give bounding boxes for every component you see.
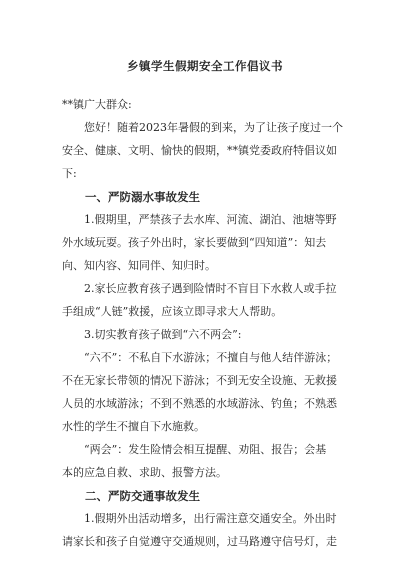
body-line: 人员的水域游泳；不到不熟悉的水域游泳、钓鱼；不熟悉 [62,397,337,410]
body-line: 您好！随着2023年暑假的到来，为了让孩子度过一个 [62,121,343,134]
salutation: **镇广大群众: [62,98,132,111]
body-line: 2.家长应教育孩子遇到险情时不盲目下水救人或手拉 [62,282,337,295]
body-line: 请家长和孩子自觉遵守交通规则，过马路遵守信号灯，走 [62,535,337,548]
document-title: 乡镇学生假期安全工作倡议书 [127,59,283,73]
body-line: “六不”：不私自下水游泳；不擅自与他人结伴游泳； [62,351,338,364]
body-line: 3.切实教育孩子做到“六不两会”: [62,328,242,341]
body-line: 向、知内容、知同伴、知归时。 [62,259,216,272]
body-line: 1.假期外出活动增多，出行需注意交通安全。外出时 [62,512,337,525]
body-line: 1.假期里，严禁孩子去水库、河流、湖泊、池塘等野 [62,213,337,226]
body-line: 本的应急自救、求助、报警方法。 [62,466,227,479]
body-line: 外水域玩耍。孩子外出时，家长要做到“四知道”：知去 [62,236,327,249]
body-line: 水性的学生不擅自下水施救。 [62,420,205,433]
section-heading-traffic: 二、严防交通事故发生 [62,489,200,503]
section-heading-drowning: 一、严防溺水事故发生 [62,190,200,204]
body-line: “两会”：发生险情会相互提醒、劝阻、报告；会基 [62,443,327,456]
body-line: 安全、健康、文明、愉快的假期，**镇党委政府特倡议如 [62,144,337,157]
body-line: 手组成“人链”救援，应该立即寻求大人帮助。 [62,305,283,318]
body-line: 下: [62,167,77,180]
body-line: 不在无家长带领的情况下游泳；不到无安全设施、无救援 [62,374,337,387]
